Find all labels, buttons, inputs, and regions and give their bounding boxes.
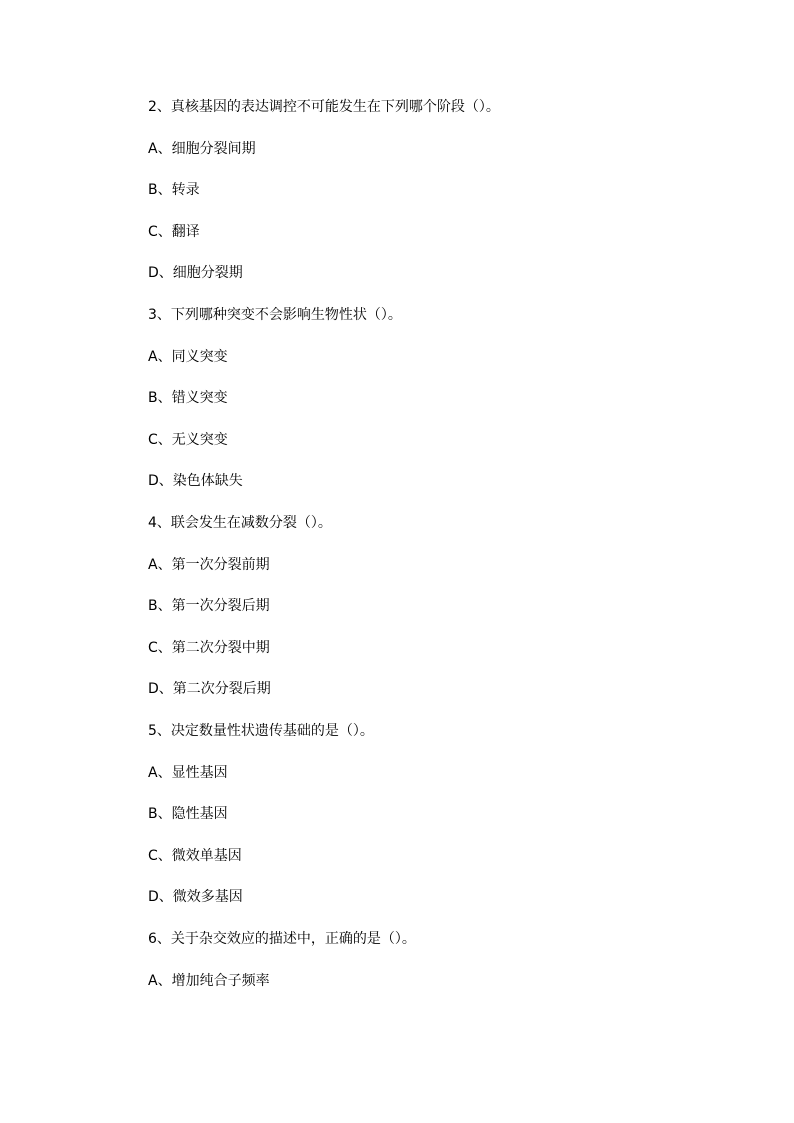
question-3-option-d: D、染色体缺失 xyxy=(148,473,243,489)
question-5-option-a: A、显性基因 xyxy=(148,765,228,781)
question-3-stem: 3、下列哪种突变不会影响生物性状（）。 xyxy=(148,307,402,323)
question-4-stem: 4、联会发生在减数分裂（）。 xyxy=(148,515,332,531)
question-4-option-c: C、第二次分裂中期 xyxy=(148,640,270,656)
question-4-option-b: B、第一次分裂后期 xyxy=(148,598,270,614)
question-2-option-c: C、翻译 xyxy=(148,224,200,240)
question-2-option-a: A、细胞分裂间期 xyxy=(148,141,256,157)
question-5-stem: 5、决定数量性状遗传基础的是（）。 xyxy=(148,723,374,739)
question-4-option-d: D、第二次分裂后期 xyxy=(148,681,271,697)
question-5-option-c: C、微效单基因 xyxy=(148,848,242,864)
question-2-option-d: D、细胞分裂期 xyxy=(148,265,243,281)
question-5-option-b: B、隐性基因 xyxy=(148,806,228,822)
question-3-option-b: B、错义突变 xyxy=(148,390,228,406)
question-2-stem: 2、真核基因的表达调控不可能发生在下列哪个阶段（）。 xyxy=(148,99,500,115)
question-6-stem: 6、关于杂交效应的描述中，正确的是（）。 xyxy=(148,931,416,947)
question-5-option-d: D、微效多基因 xyxy=(148,889,243,905)
question-3-option-a: A、同义突变 xyxy=(148,349,228,365)
question-3-option-c: C、无义突变 xyxy=(148,432,228,448)
question-4-option-a: A、第一次分裂前期 xyxy=(148,557,270,573)
question-2-option-b: B、转录 xyxy=(148,182,200,198)
question-6-option-a: A、增加纯合子频率 xyxy=(148,973,270,989)
